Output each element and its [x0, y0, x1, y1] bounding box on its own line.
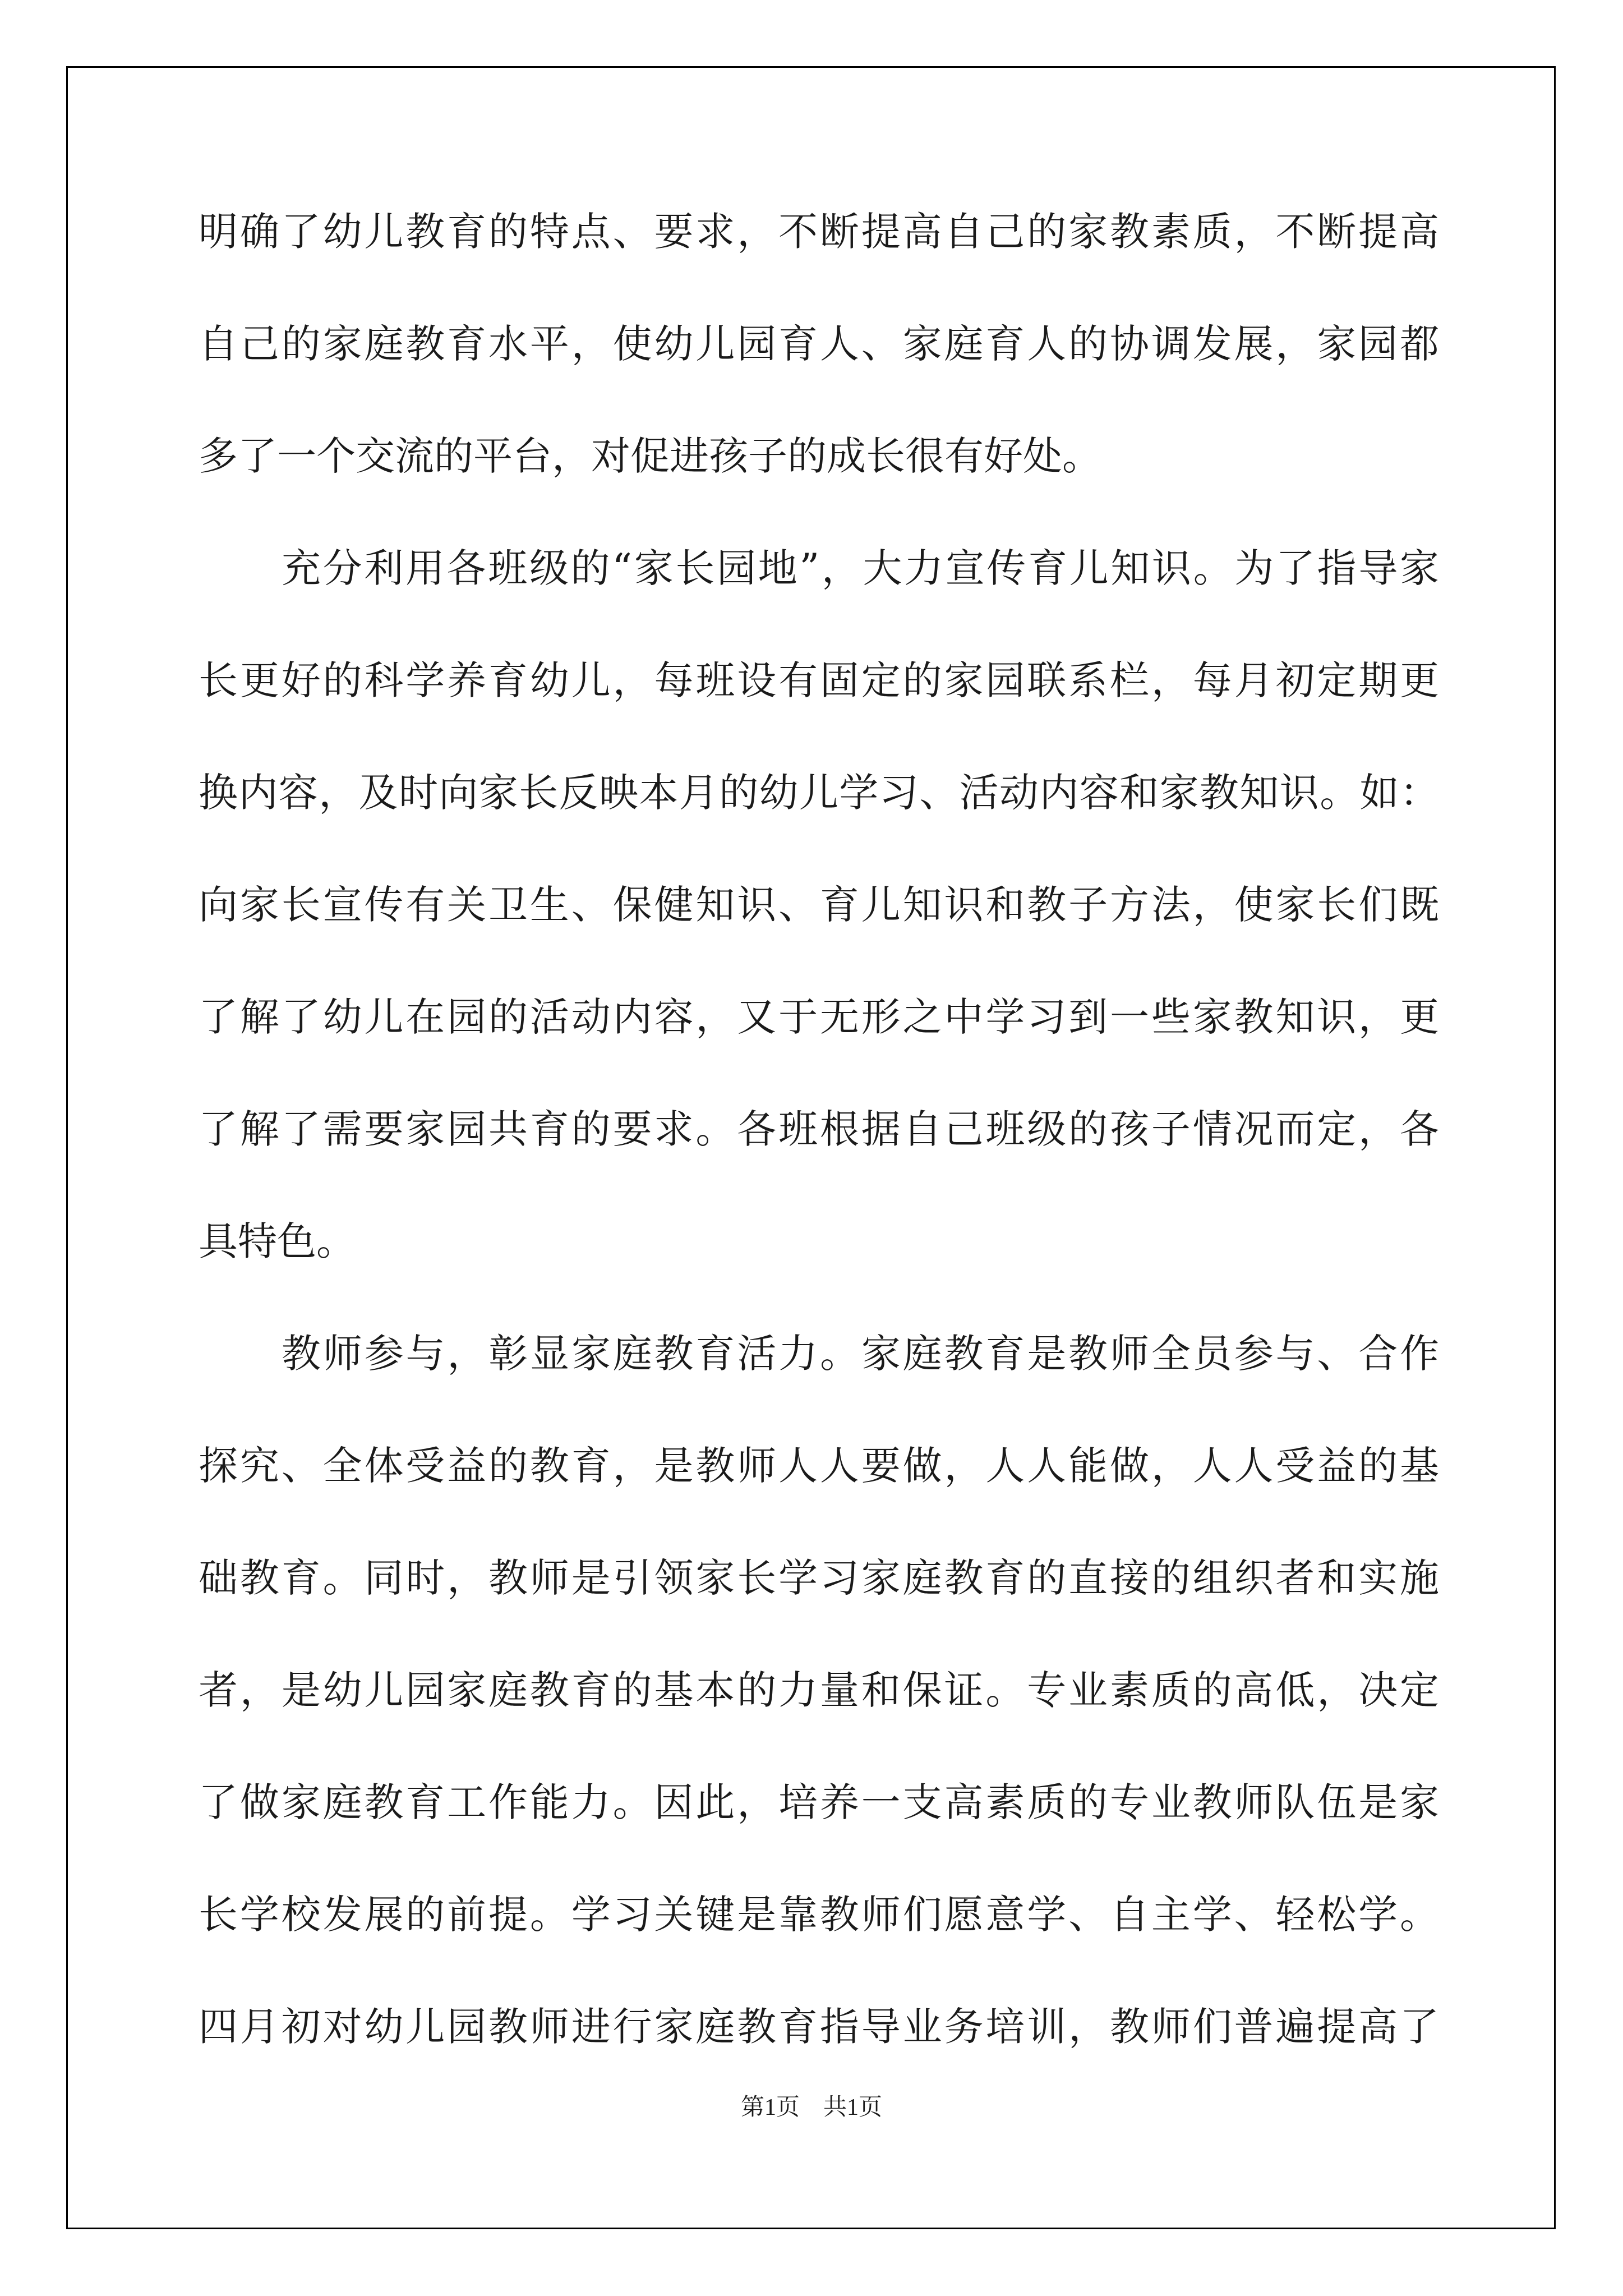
body-line: 长更好的科学养育幼儿，每班设有固定的家园联系栏，每月初定期更 — [199, 657, 1439, 703]
body-line: 四月初对幼儿园教师进行家庭教育指导业务培训，教师们普遍提高了 — [199, 2004, 1439, 2050]
body-line: 了做家庭教育工作能力。因此，培养一支高素质的专业教师队伍是家 — [199, 1779, 1439, 1825]
body-line: 了解了需要家园共育的要求。各班根据自己班级的孩子情况而定，各 — [199, 1106, 1439, 1152]
page-footer — [0, 2096, 1623, 2119]
body-line: 具特色。 — [199, 1218, 356, 1264]
body-line: 者，是幼儿园家庭教育的基本的力量和保证。专业素质的高低，决定 — [199, 1667, 1439, 1713]
body-line: 了解了幼儿在园的活动内容，又于无形之中学习到一些家教知识，更 — [199, 994, 1439, 1040]
body-line: 础教育。同时，教师是引领家长学习家庭教育的直接的组织者和实施 — [199, 1555, 1439, 1601]
document-body — [199, 209, 1439, 2050]
body-line: 长学校发展的前提。学习关键是靠教师们愿意学、自主学、轻松学。 — [199, 1892, 1439, 1938]
body-line: 多了一个交流的平台，对促进孩子的成长很有好处。 — [199, 433, 1101, 479]
body-line: 自己的家庭教育水平，使幼儿园育人、家庭育人的协调发展，家园都 — [199, 321, 1439, 367]
body-line: 明确了幼儿教育的特点、要求，不断提高自己的家教素质，不断提高 — [199, 209, 1439, 255]
body-line: 探究、全体受益的教育，是教师人人要做，人人能做，人人受益的基 — [199, 1443, 1439, 1489]
body-line: 教师参与，彰显家庭教育活力。家庭教育是教师全员参与、合作 — [282, 1331, 1439, 1377]
body-line: 向家长宣传有关卫生、保健知识、育儿知识和教子方法，使家长们既 — [199, 882, 1439, 928]
body-line: 换内容，及时向家长反映本月的幼儿学习、活动内容和家教知识。如： — [199, 770, 1439, 816]
page-number-label: 第1页 共1页 — [740, 2095, 882, 2120]
body-line: 充分利用各班级的“家长园地”，大力宣传育儿知识。为了指导家 — [282, 545, 1439, 591]
